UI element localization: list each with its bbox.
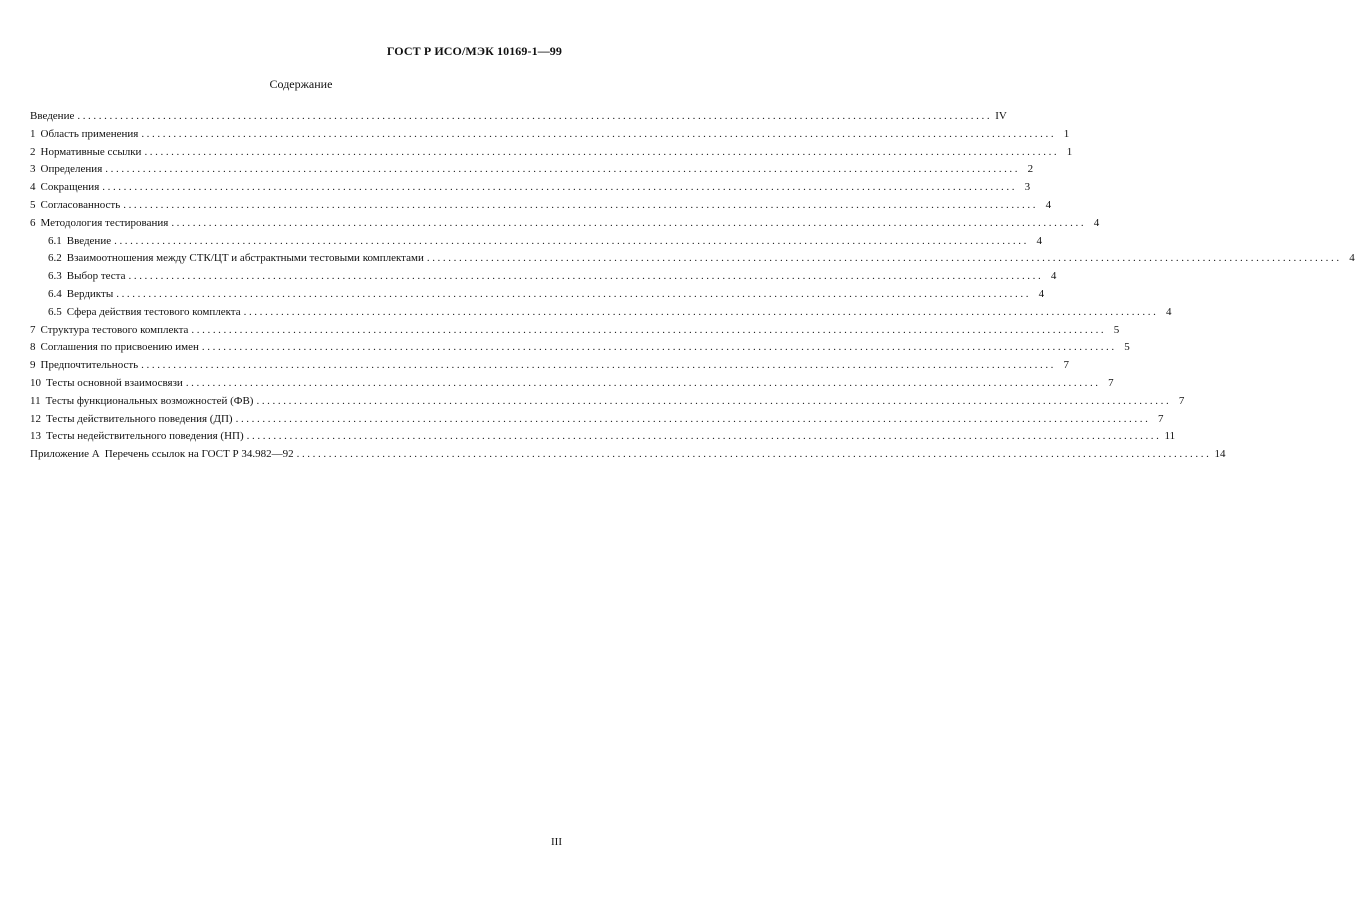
toc-entry-page: 4: [1093, 216, 1100, 229]
toc-entry-number: 13: [30, 430, 41, 443]
toc-entry-13: [30, 428, 1176, 446]
toc-entry-page: 14: [1214, 448, 1226, 461]
toc-entry-page: 4: [1165, 305, 1172, 318]
toc-entry-number: 6.2: [48, 252, 62, 265]
toc-leader-dots: ...........................................................................................................................................................................: [185, 376, 1101, 389]
toc-entry-label: Перечень ссылок на ГОСТ Р 34.982—92: [104, 448, 294, 461]
toc-entry-page: 1: [1063, 127, 1070, 140]
toc-entry-number: 6.5: [48, 305, 62, 318]
toc-entry-page: 5: [1113, 323, 1120, 336]
toc-entry-page: 7: [1063, 359, 1070, 372]
toc-entry-6-3: [30, 268, 1057, 286]
toc-entry-number: 6.3: [48, 270, 62, 283]
toc-leader-dots: ...........................................................................................................................................................................: [141, 127, 1057, 140]
toc-entry-3: [30, 161, 1034, 179]
toc-entry-number: 3: [30, 163, 36, 176]
toc-entry-label: Выбор теста: [66, 270, 126, 283]
toc-entry-6-2: [30, 250, 1355, 268]
toc-leader-dots: ...........................................................................................................................................................................: [102, 181, 1018, 194]
toc-entry-label: Структура тестового комплекта: [40, 323, 189, 336]
toc-entry-page: 4: [1038, 287, 1045, 300]
toc-entry-2: [30, 144, 1073, 162]
toc-entry-number: 9: [30, 359, 36, 372]
toc-entry-12: [30, 411, 1164, 429]
toc-leader-dots: ...........................................................................................................................................................................: [235, 412, 1151, 425]
toc-entry-number: Приложение А: [30, 448, 100, 461]
toc-leader-dots: ...........................................................................................................................................................................: [191, 323, 1107, 336]
toc-entry-page: 7: [1108, 376, 1114, 389]
toc-entry-number: 10: [30, 376, 41, 389]
toc-entry-page: 4: [1349, 252, 1355, 265]
toc-entry-number: 2: [30, 145, 36, 158]
toc-entry-label: Взаимоотношения между СТК/ЦТ и абстрактными тестовыми комплектами: [66, 252, 424, 265]
toc-leader-dots: ...........................................................................................................................................................................: [171, 216, 1087, 229]
toc-entry-page: 4: [1045, 198, 1052, 211]
toc-entry-introduction: [30, 108, 1007, 126]
toc-entry-label: Методология тестирования: [40, 216, 169, 229]
toc-leader-dots: ...........................................................................................................................................................................: [243, 305, 1159, 318]
toc-leader-dots: ...........................................................................................................................................................................: [114, 234, 1029, 247]
toc-leader-dots: ...........................................................................................................................................................................: [256, 394, 1172, 407]
toc-entry-label: Введение: [66, 234, 112, 247]
toc-entry-label: Тесты основной взаимосвязи: [46, 376, 183, 389]
toc-entry-label: Определения: [40, 163, 103, 176]
toc-entry-number: 7: [30, 323, 36, 336]
toc-entry-11: [30, 393, 1185, 411]
toc-entry-page: 4: [1050, 270, 1057, 283]
table-of-contents: [30, 108, 1355, 464]
toc-entry-number: 11: [30, 394, 41, 407]
standard-header: ГОСТ Р ИСО/МЭК 10169-1—99: [386, 44, 562, 58]
toc-entry-label: Соглашения по присвоению имен: [40, 341, 199, 354]
toc-leader-dots: ...........................................................................................................................................................................: [144, 145, 1060, 158]
toc-entry-10: [30, 375, 1114, 393]
toc-entry-page: 5: [1124, 341, 1130, 354]
toc-entry-number: 6.1: [48, 234, 62, 247]
toc-entry-number: 1: [30, 127, 36, 140]
toc-leader-dots: ...........................................................................................................................................................................: [201, 341, 1117, 354]
toc-entry-label: Сфера действия тестового комплекта: [66, 305, 241, 318]
toc-entry-page: 1: [1066, 145, 1073, 158]
toc-entry-number: 6: [30, 216, 36, 229]
toc-entry-8: [30, 339, 1130, 357]
toc-entry-label: Тесты недействительного поведения (НП): [46, 430, 244, 443]
toc-entry-page: 3: [1024, 181, 1031, 194]
toc-entry-page: 7: [1178, 394, 1185, 407]
toc-entry-label: Нормативные ссылки: [40, 145, 142, 158]
toc-entry-number: 6.4: [48, 287, 62, 300]
toc-leader-dots: ...........................................................................................................................................................................: [426, 252, 1342, 265]
toc-leader-dots: ...........................................................................................................................................................................: [105, 163, 1021, 176]
toc-entry-label: Согласованность: [40, 198, 121, 211]
toc-entry-6-5: [30, 304, 1172, 322]
toc-leader-dots: ...........................................................................................................................................................................: [141, 359, 1057, 372]
toc-entry-7: [30, 322, 1120, 340]
toc-entry-6-4: [30, 286, 1045, 304]
toc-entry-4: [30, 179, 1031, 197]
toc-leader-dots: ...........................................................................................................................................................................: [128, 270, 1044, 283]
toc-entry-label: Тесты действительного поведения (ДП): [46, 412, 233, 425]
toc-entry-number: 4: [30, 181, 36, 194]
toc-entry-page: 11: [1164, 430, 1176, 443]
toc-entry-5: [30, 197, 1052, 215]
toc-entry-9: [30, 357, 1070, 375]
toc-entry-page: 7: [1157, 412, 1164, 425]
toc-leader-dots: ...........................................................................................................................................................................: [116, 287, 1032, 300]
toc-entry-number: 12: [30, 412, 41, 425]
toc-title: Содержание: [269, 77, 333, 91]
toc-entry-6-1: [30, 233, 1042, 251]
toc-entry-page: IV: [995, 110, 1007, 122]
toc-leader-dots: ...........................................................................................................................................................................: [77, 110, 993, 122]
toc-entry-page: 4: [1036, 234, 1042, 247]
toc-entry-label: Область применения: [40, 127, 139, 140]
toc-entry-page: 2: [1027, 163, 1034, 176]
toc-leader-dots: ...........................................................................................................................................................................: [246, 430, 1162, 443]
toc-entry-label: Вердикты: [66, 287, 114, 300]
toc-leader-dots: ...........................................................................................................................................................................: [296, 448, 1212, 461]
toc-entry-6: [30, 215, 1100, 233]
toc-entry-label: Сокращения: [40, 181, 100, 194]
toc-entry-appendix-a: [30, 446, 1226, 464]
toc-leader-dots: ...........................................................................................................................................................................: [123, 198, 1039, 211]
toc-entry-number: 5: [30, 198, 36, 211]
toc-entry-1: [30, 126, 1070, 144]
toc-entry-label: Тесты функциональных возможностей (ФВ): [45, 394, 254, 407]
toc-entry-label: Введение: [30, 110, 75, 122]
page-number: III: [551, 836, 562, 848]
toc-entry-label: Предпочтительность: [40, 359, 139, 372]
toc-entry-number: 8: [30, 341, 36, 354]
